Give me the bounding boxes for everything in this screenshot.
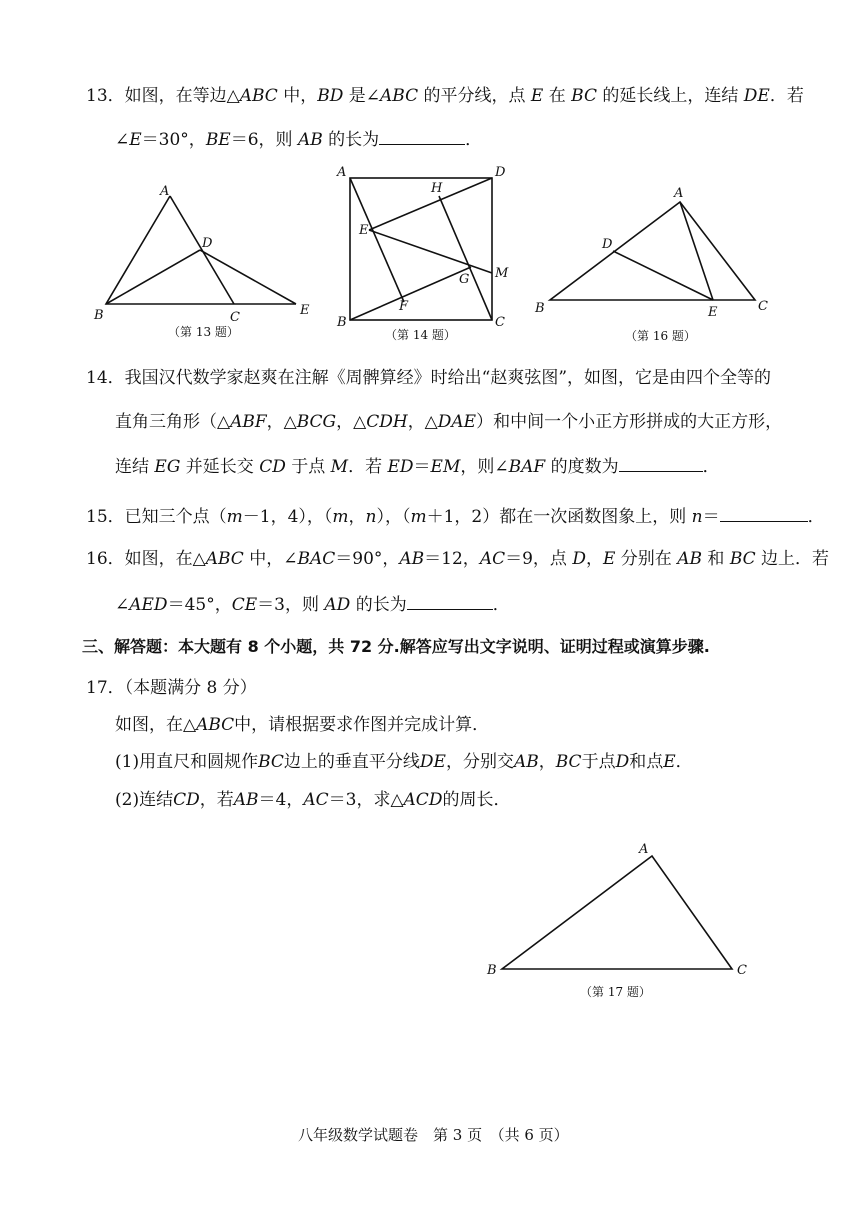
- fig13-label-a: A: [160, 184, 170, 199]
- q14-line1: 14．我国汉代数学家赵爽在注解《周髀算经》时给出“赵爽弦图”，如图，它是由四个全等的: [86, 368, 772, 388]
- q13-line2: ∠E＝30°，BE＝6，则 AB 的长为 ．: [115, 126, 482, 152]
- fig17-label-a: A: [639, 842, 649, 857]
- q15-line: 15．已知三个点（m－1，4），（m，n），（m＋1，2）都在一次函数图象上，则 n＝ ．: [86, 503, 825, 529]
- fig16-label-a: A: [674, 186, 684, 201]
- fig13-caption: （第 13 题）: [168, 325, 239, 339]
- figure-14: [335, 162, 525, 352]
- figure-13: [88, 176, 328, 366]
- fig13-label-e: E: [300, 303, 310, 318]
- fig16-label-b: B: [535, 301, 545, 316]
- fig14-label-g: G: [459, 272, 470, 287]
- q15-answer-blank: [720, 503, 808, 522]
- fig13-segment-bd: [106, 250, 200, 304]
- q16-answer-blank: [407, 591, 493, 610]
- fig14-line-em: [369, 230, 492, 273]
- fig13-label-d: D: [202, 236, 213, 251]
- fig16-segment-ae: [680, 202, 713, 300]
- fig14-caption: （第 14 题）: [385, 328, 456, 342]
- fig14-label-d: D: [495, 165, 506, 180]
- figure-16: [530, 180, 780, 360]
- q17-intro: 如图，在△ABC中，请根据要求作图并完成计算．: [115, 715, 490, 735]
- q14-line3: 连结 EG 并延长交 CD 于点 M．若 ED＝EM，则∠BAF 的度数为 ．: [115, 453, 720, 479]
- fig17-triangle: [502, 856, 732, 969]
- fig14-label-a: A: [337, 165, 347, 180]
- fig17-label-b: B: [487, 963, 497, 978]
- fig16-segment-de: [613, 251, 713, 300]
- fig14-label-e: E: [359, 223, 369, 238]
- fig17-label-c: C: [737, 963, 747, 978]
- fig16-label-e: E: [708, 305, 718, 320]
- fig16-caption: （第 16 题）: [625, 329, 696, 343]
- q13-line1: 13．如图，在等边△ABC 中，BD 是∠ABC 的平分线，点 E 在 BC 的延长线上，连结 DE．若: [86, 86, 804, 106]
- q17-part2: (2)连结CD，若AB＝4，AC＝3，求△ACD的周长．: [115, 790, 511, 810]
- fig14-label-f: F: [399, 299, 409, 314]
- fig13-label-c: C: [230, 310, 240, 325]
- page-footer: 八年级数学试题卷 第 3 页 （共 6 页）: [298, 1126, 569, 1144]
- fig16-label-c: C: [758, 299, 768, 314]
- q16-line1: 16．如图，在△ABC 中，∠BAC＝90°，AB＝12，AC＝9，点 D，E 分别在 AB 和 BC 边上．若: [86, 549, 830, 569]
- fig16-label-d: D: [602, 237, 613, 252]
- q14-line2: 直角三角形（△ABF，△BCG，△CDH，△DAE）和中间一个小正方形拼成的大正方形，: [115, 412, 783, 432]
- q14-answer-blank: [619, 453, 703, 472]
- fig14-label-c: C: [495, 315, 505, 330]
- q16-line2: ∠AED＝45°，CE＝3，则 AD 的长为 ．: [115, 591, 510, 617]
- q17-part1: (1)用直尺和圆规作BC边上的垂直平分线DE，分别交AB，BC于点D和点E．: [115, 752, 693, 772]
- figure-17: [482, 836, 762, 1016]
- fig14-line-bg: [350, 267, 471, 320]
- fig13-segment-de: [200, 250, 296, 304]
- fig14-label-m: M: [495, 266, 509, 281]
- fig17-caption: （第 17 题）: [580, 985, 651, 999]
- q17-header: 17．（本题满分 8 分）: [86, 678, 257, 698]
- fig14-label-h: H: [431, 181, 443, 196]
- fig13-label-b: B: [94, 308, 104, 323]
- fig14-label-b: B: [337, 315, 347, 330]
- fig16-triangle: [550, 202, 755, 300]
- q13-answer-blank: [379, 126, 465, 145]
- section-3-heading: 三、解答题：本大题有 8 个小题，共 72 分.解答应写出文字说明、证明过程或演算步骤.: [82, 637, 710, 656]
